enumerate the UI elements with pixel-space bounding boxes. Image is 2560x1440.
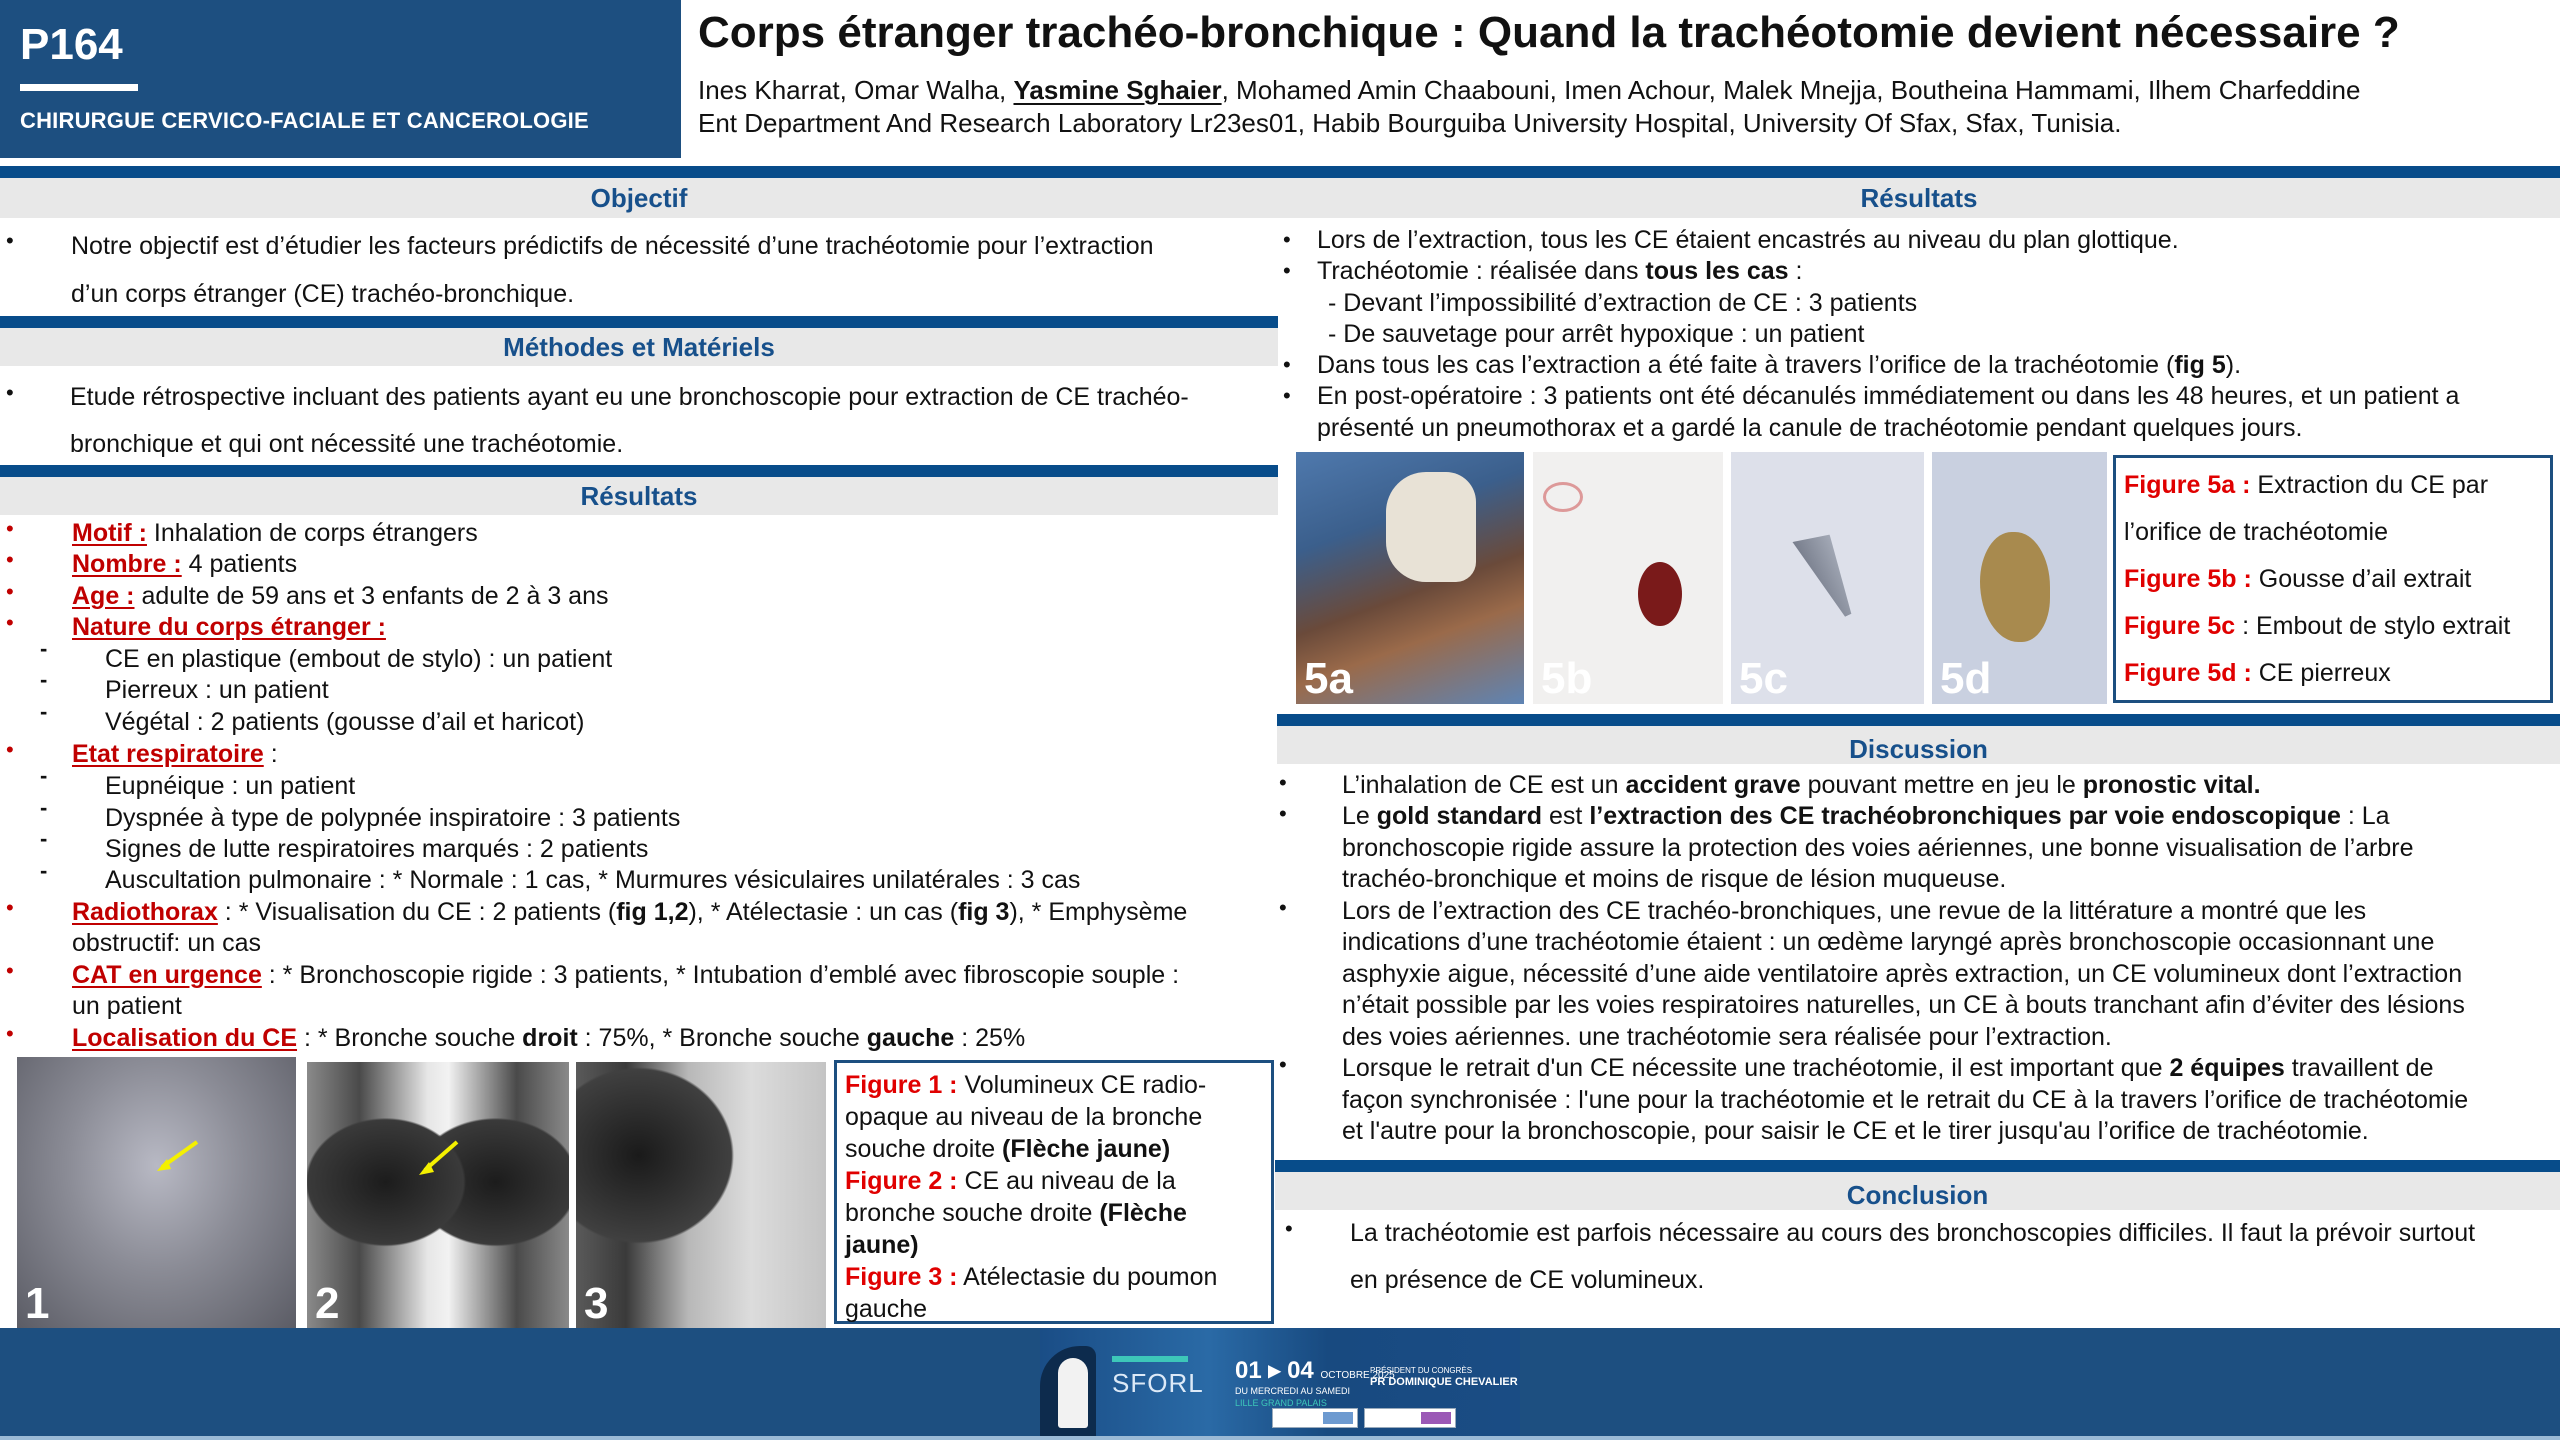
result-nature [72, 613, 386, 642]
dates-text: 01 ▸ 04 [1235, 1357, 1314, 1384]
section-heading-resultats-right: Résultats [1278, 178, 2560, 218]
poster-title: Corps étranger trachéo-bronchique : Quand la trachéotomie devient nécessaire ? [698, 8, 2400, 57]
result-motif [72, 519, 478, 548]
discussion-p2-line3: trachéo-bronchique et moins de risque de lésion muqueuse. [1342, 865, 2007, 893]
figure-number: 5b [1541, 654, 1593, 703]
caption-5d [2124, 650, 2542, 697]
header-divider-bar [0, 166, 2560, 178]
caption-label: Figure 2 : [845, 1167, 958, 1195]
section-band [1277, 714, 2560, 726]
bullet-icon: • [1279, 770, 1287, 795]
bullet-icon: • [1283, 383, 1291, 408]
text: ). [2225, 351, 2242, 379]
loc-text: : * Bronche souche [297, 1024, 523, 1052]
radio-fig-ref: fig 3 [958, 898, 1010, 926]
section-heading-resultats-left: Résultats [0, 477, 1278, 515]
age-text: adulte de 59 ans et 3 enfants de 2 à 3 ans [134, 582, 609, 610]
radio-text: ), * Emphysème [1009, 898, 1188, 926]
banner-tag [1112, 1356, 1188, 1362]
text: Lorsque le retrait d'un CE nécessite une trachéotomie, il est important que [1342, 1054, 2170, 1082]
text: Le [1342, 802, 1377, 830]
text: est [1542, 802, 1590, 830]
caption-5a [2124, 462, 2542, 509]
month-text: OCTOBRE 2025 [1320, 1370, 1395, 1381]
text: Trachéotomie : réalisée dans [1317, 257, 1646, 285]
bullet-icon: • [6, 610, 14, 635]
figure-number: 1 [25, 1279, 50, 1328]
conclusion-line-1: La trachéotomie est parfois nécessaire au cours des bronchoscopies difficiles. Il faut la prévoir surtout [1350, 1219, 2476, 1247]
caption-text: Extraction du CE par [2250, 471, 2489, 499]
dash-marker: - [40, 699, 48, 724]
caption-text: Volumineux CE radio-opaque au niveau de la bronche souche droite [845, 1071, 1207, 1163]
text: Dans tous les cas l’extraction a été faite à travers l’orifice de la trachéotomie ( [1317, 351, 2175, 379]
presenting-author: Yasmine Sghaier [1013, 75, 1222, 105]
footer-bottom-line [0, 1436, 2560, 1440]
caption-label: Figure 5c [2124, 612, 2236, 640]
result-radiothorax [72, 898, 1187, 927]
methodes-line-2: bronchique et qui ont nécessité une trachéotomie. [70, 430, 624, 458]
glove-shape [1386, 472, 1476, 582]
discussion-p2 [1342, 802, 2390, 831]
authors-before: Ines Kharrat, Omar Walha, [698, 75, 1014, 105]
photo-5c [1731, 452, 1924, 704]
discussion-p3-line3: asphyxie aigue, nécessité d’une aide ventilatoire après extraction, un CE volumineux dont l’extraction [1342, 960, 2463, 988]
bold-text: 2 équipes [2169, 1054, 2285, 1082]
xray-image-2 [307, 1062, 569, 1329]
congress-venue: LILLE GRAND PALAIS [1235, 1398, 1327, 1408]
dash-marker: - [40, 858, 48, 883]
department-label: CHIRURGUE CERVICO-FACIALE ET CANCEROLOGIE [20, 108, 589, 133]
poster-code-box [0, 0, 681, 158]
etat-sep: : [263, 740, 278, 768]
bold-text: accident grave [1625, 771, 1801, 799]
caption-5b [2124, 556, 2542, 603]
caption-text: : Embout de stylo extrait [2235, 612, 2511, 640]
nombre-text: 4 patients [181, 550, 298, 578]
text: travaillent de [2284, 1054, 2434, 1082]
section-band [1275, 1160, 2560, 1172]
objectif-line-2: d’un corps étranger (CE) trachéo-bronchique. [71, 280, 575, 308]
bullet-icon: • [6, 895, 14, 920]
congress-banner [1040, 1328, 1520, 1436]
right-result-line-7: présenté un pneumothorax et a gardé la canule de trachéotomie pendant quelques jours. [1317, 414, 2303, 442]
caption-text: Gousse d’ail extrait [2251, 565, 2472, 593]
section-heading-objectif: Objectif [0, 178, 1278, 218]
label-etat: Etat respiratoire [72, 740, 264, 768]
photo-5b [1533, 452, 1723, 704]
nature-item: Végétal : 2 patients (gousse d’ail et haricot) [105, 708, 585, 736]
caption-label: Figure 1 : [845, 1071, 958, 1099]
stain-shape [1543, 482, 1583, 512]
right-result-line-1: Lors de l’extraction, tous les CE étaient encastrés au niveau du plan glottique. [1317, 226, 2179, 254]
result-localisation [72, 1024, 1025, 1053]
dash-marker: - [40, 667, 48, 692]
etat-item: Auscultation pulmonaire : * Normale : 1 cas, * Murmures vésiculaires unilatérales : 3 cas [105, 866, 1081, 894]
dash-marker: - [40, 636, 48, 661]
bullet-icon: • [6, 737, 14, 762]
loc-text: : 75%, * Bronche souche [577, 1024, 867, 1052]
bold-text: pronostic vital. [2082, 771, 2261, 799]
loc-bold: droit [522, 1024, 578, 1052]
bold-text: gold standard [1376, 802, 1543, 830]
right-result-line-6: En post-opératoire : 3 patients ont été décanulés immédiatement ou dans les 48 heures, et un patient a [1317, 382, 2460, 410]
result-age [72, 582, 608, 611]
president-label: PRÉSIDENT DU CONGRÈS [1370, 1366, 1473, 1375]
discussion-p4-line3: et l'autre pour la bronchoscopie, pour saisir le CE et le tirer jusqu'au l’orifice de trachéotomie. [1342, 1117, 2369, 1145]
authors-line [698, 75, 2360, 106]
caption-bold: (Flèche jaune) [1002, 1135, 1171, 1163]
bullet-icon: • [6, 380, 14, 405]
bullet-icon: • [6, 228, 14, 253]
radio-fig-ref: fig 1,2 [616, 898, 689, 926]
photo-5d [1932, 452, 2107, 704]
discussion-p2-line2: bronchoscopie rigide assure la protection des voies aériennes, une bonne visualisation de l’arbre [1342, 834, 2414, 862]
sforl-logo: SFORL [1112, 1368, 1204, 1398]
methodes-line-1: Etude rétrospective incluant des patients ayant eu une bronchoscopie pour extraction de CE trachéo- [70, 383, 1189, 411]
bullet-icon: • [1283, 227, 1291, 252]
profile-face-icon [1058, 1358, 1088, 1428]
xray-caption-box [834, 1060, 1274, 1324]
bullet-icon: • [1279, 895, 1287, 920]
xray-image-1 [17, 1057, 296, 1329]
label-age: Age : [72, 582, 135, 610]
discussion-p3-line2: indications d’une trachéotomie étaient : un œdème laryngé après bronchoscopie occasionnant une [1342, 928, 2435, 956]
bold-text: tous les cas [1645, 257, 1789, 285]
result-nombre [72, 550, 297, 579]
label-cat: CAT en urgence [72, 961, 262, 989]
caption-label: Figure 3 : [845, 1263, 958, 1291]
loc-bold: gauche [866, 1024, 955, 1052]
section-heading-methodes: Méthodes et Matériels [0, 328, 1278, 366]
radio-text: ), * Atélectasie : un cas ( [688, 898, 959, 926]
bullet-icon: • [1283, 352, 1291, 377]
affiliation: Ent Department And Research Laboratory Lr23es01, Habib Bourguiba University Hospital, University Of Sfax, Sfax, Tunisia. [698, 108, 2122, 138]
label-radiothorax: Radiothorax [72, 898, 218, 926]
bullet-icon: • [1283, 258, 1291, 283]
photo-caption-box [2113, 455, 2553, 703]
discussion-p3-line5: des voies aériennes. une trachéotomie sera réalisée pour l’extraction. [1342, 1023, 2112, 1051]
bullet-icon: • [6, 958, 14, 983]
president-name: PR DOMINIQUE CHEVALIER [1370, 1376, 1518, 1388]
cat-line-2: un patient [72, 992, 182, 1020]
discussion-p3-line1: Lors de l’extraction des CE trachéo-bronchiques, une revue de la littérature a montré que les [1342, 897, 2367, 925]
bullet-icon: • [6, 516, 14, 541]
nature-item: CE en plastique (embout de stylo) : un patient [105, 645, 613, 673]
bullet-icon: • [6, 579, 14, 604]
right-result-line-4: - De sauvetage pour arrêt hypoxique : un patient [1328, 320, 1865, 348]
audition-logo [1272, 1408, 1358, 1428]
result-cat [72, 961, 1179, 990]
section-heading-discussion: Discussion [1277, 726, 2560, 764]
section-band [0, 465, 1278, 477]
bullet-icon: • [1279, 801, 1287, 826]
caption-figure-2 [845, 1165, 1263, 1261]
caption-5a-cont [2124, 509, 2542, 556]
header-rule [20, 84, 138, 91]
objectif-line-1: Notre objectif est d’étudier les facteurs prédictifs de nécessité d’une trachéotomie pour l’extraction [71, 232, 1154, 260]
infirmiers-logo [1364, 1408, 1456, 1428]
figure-number: 5d [1940, 654, 1992, 703]
caption-label: Figure 5a : [2124, 471, 2251, 499]
garlic-shape [1638, 562, 1682, 626]
text: : La [2340, 802, 2390, 830]
discussion-p4 [1342, 1054, 2433, 1083]
label-localisation: Localisation du CE [72, 1024, 298, 1052]
caption-text: CE au niveau de la bronche souche droite [845, 1167, 1176, 1227]
discussion-p4-line2: façon synchronisée : l'une pour la trachéotomie et le retrait du CE à la travers l’orifice de trachéotomie [1342, 1086, 2469, 1114]
motif-text: Inhalation de corps étrangers [146, 519, 478, 547]
radiothorax-line-2: obstructif: un cas [72, 929, 261, 957]
right-result-line-3: - Devant l’impossibilité d’extraction de CE : 3 patients [1328, 289, 1918, 317]
discussion-p1 [1342, 771, 2261, 800]
result-etat [72, 740, 278, 769]
caption-text: l’orifice de trachéotomie [2124, 518, 2389, 546]
congress-days: DU MERCREDI AU SAMEDI [1235, 1386, 1351, 1396]
arrow-icon [17, 1057, 296, 1329]
authors-after: , Mohamed Amin Chaabouni, Imen Achour, Malek Mnejja, Boutheina Hammami, Ilhem Charfeddine [1221, 75, 2361, 105]
dash-marker: - [40, 763, 48, 788]
bullet-icon: • [1279, 1052, 1287, 1077]
text: L’inhalation de CE est un [1342, 771, 1626, 799]
caption-label: Figure 5b : [2124, 565, 2252, 593]
label-nombre: Nombre : [72, 550, 182, 578]
label-motif: Motif : [72, 519, 147, 547]
caption-figure-1 [845, 1069, 1263, 1165]
figure-number: 3 [584, 1279, 609, 1328]
figure-number: 5a [1304, 654, 1353, 703]
radio-text: : * Visualisation du CE : 2 patients ( [217, 898, 617, 926]
figure-number: 2 [315, 1279, 340, 1328]
text: : [1788, 257, 1803, 285]
right-result-line-5 [1317, 351, 2241, 380]
etat-item: Signes de lutte respiratoires marqués : 2 patients [105, 835, 649, 863]
dash-marker: - [40, 795, 48, 820]
caption-text: CE pierreux [2251, 659, 2391, 687]
right-result-line-2 [1317, 257, 1802, 286]
bullet-icon: • [1285, 1216, 1293, 1241]
caption-bold: (Flèche jaune) [845, 1199, 1187, 1259]
arrow-icon [307, 1062, 569, 1329]
figure-number: 5c [1739, 654, 1788, 703]
cat-text: : * Bronchoscopie rigide : 3 patients, * Intubation d’emblé avec fibroscopie souple : [261, 961, 1180, 989]
caption-text: Atélectasie du poumon gauche [845, 1263, 1218, 1323]
nature-item: Pierreux : un patient [105, 676, 329, 704]
bullet-icon: • [6, 1021, 14, 1046]
poster-code: P164 [20, 20, 123, 69]
loc-text: : 25% [954, 1024, 1026, 1052]
dash-marker: - [40, 826, 48, 851]
bullet-icon: • [6, 547, 14, 572]
caption-5c [2124, 603, 2542, 650]
etat-item: Dyspnée à type de polypnée inspiratoire : 3 patients [105, 804, 681, 832]
section-band [0, 316, 1278, 328]
caption-label: Figure 5d : [2124, 659, 2252, 687]
section-heading-conclusion: Conclusion [1275, 1172, 2560, 1210]
caption-figure-3 [845, 1261, 1263, 1325]
discussion-p3-line4: n’était possible par les voies respiratoires naturelles, un CE à bouts tranchant afin d’éviter des lésions [1342, 991, 2465, 1019]
stone-shape [1980, 532, 2050, 642]
conclusion-line-2: en présence de CE volumineux. [1350, 1266, 1705, 1294]
photo-5a [1296, 452, 1524, 704]
text: pouvant mettre en jeu le [1800, 771, 2083, 799]
xray-image-3 [576, 1062, 826, 1329]
bold-text: fig 5 [2174, 351, 2226, 379]
etat-item: Eupnéique : un patient [105, 772, 356, 800]
label-nature: Nature du corps étranger : [72, 613, 386, 641]
bold-text: l’extraction des CE trachéobronchiques par voie endoscopique [1589, 802, 2341, 830]
pen-cap-shape [1784, 526, 1864, 627]
